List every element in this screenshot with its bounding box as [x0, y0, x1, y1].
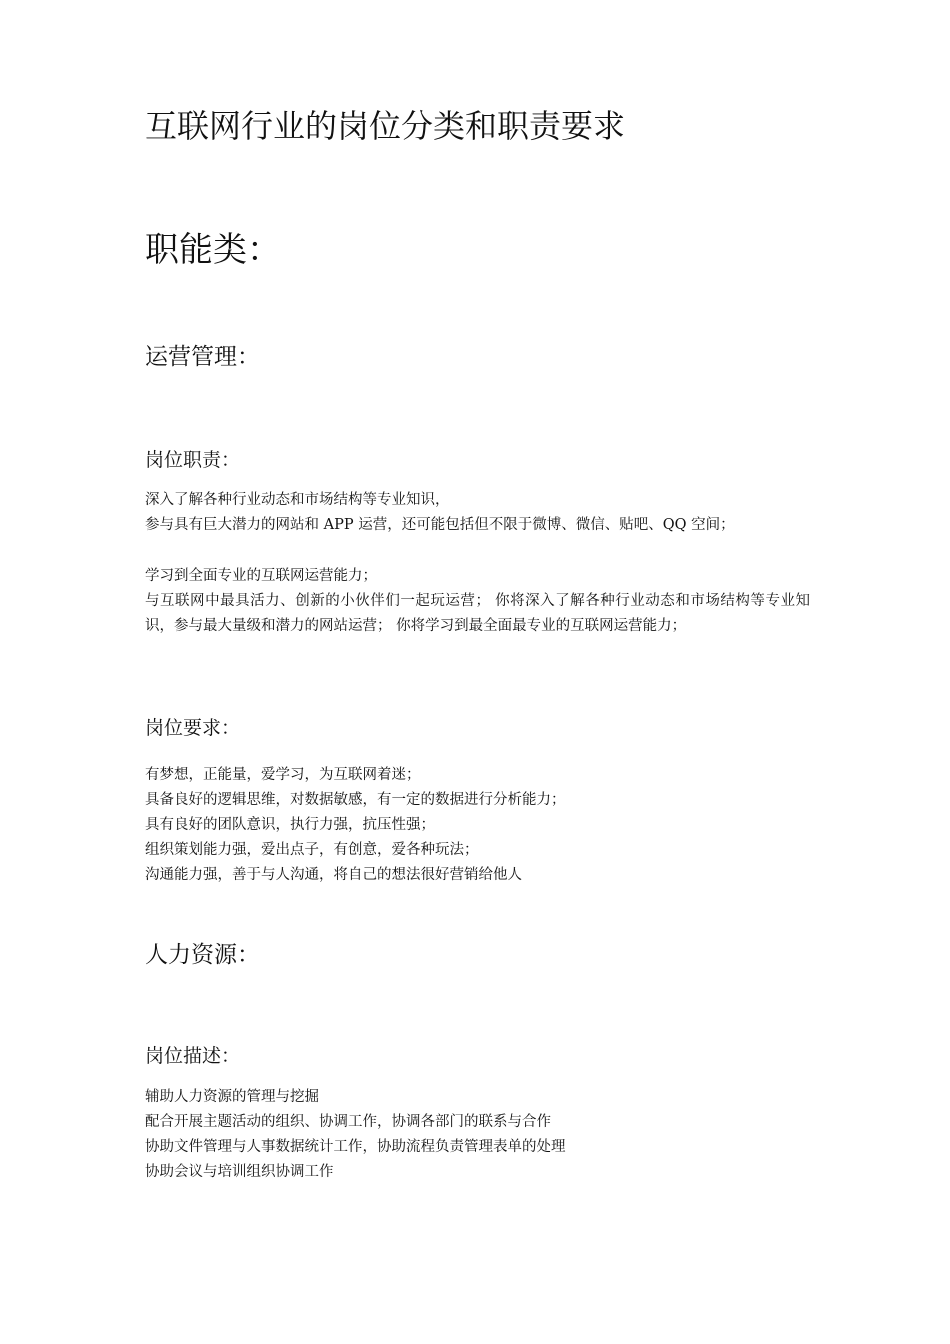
- subheading-requirements: 岗位要求：: [145, 717, 241, 739]
- category-heading-functional: 职能类：: [145, 230, 281, 270]
- list-item: 协助文件管理与人事数据统计工作，协助流程负责管理表单的处理: [145, 1139, 566, 1155]
- list-item: 沟通能力强，善于与人沟通，将自己的想法很好营销给他人: [145, 867, 522, 883]
- list-item: 参与具有巨大潜力的网站和 APP 运营，还可能包括但不限于微博、微信、贴吧、QQ 空间；: [145, 517, 735, 533]
- list-item: 具有良好的团队意识，执行力强，抗压性强；: [145, 817, 435, 833]
- subheading-description: 岗位描述：: [145, 1045, 241, 1067]
- duties-paragraph: 与互联网中最具活力、创新的小伙伴们一起玩运营； 你将深入了解各种行业动态和市场结构等专业知识，参与最大量级和潜力的网站运营； 你将学习到最全面最专业的互联网运营能力；: [145, 593, 810, 634]
- list-item: 具备良好的逻辑思维，对数据敏感，有一定的数据进行分析能力；: [145, 792, 566, 808]
- duties-line-b: 学习到全面专业的互联网运营能力；: [145, 568, 377, 584]
- list-item: 深入了解各种行业动态和市场结构等专业知识，: [145, 492, 450, 508]
- description-list: [145, 1085, 810, 1185]
- section-heading-operations: 运营管理：: [145, 344, 260, 370]
- list-item: 辅助人力资源的管理与挖掘: [145, 1089, 319, 1105]
- list-item: 组织策划能力强，爱出点子，有创意，爱各种玩法；: [145, 842, 479, 858]
- list-item: 配合开展主题活动的组织、协调工作，协调各部门的联系与合作: [145, 1114, 551, 1130]
- duties-list-a: [145, 488, 810, 538]
- document-title: 互联网行业的岗位分类和职责要求: [145, 107, 626, 145]
- requirements-list: [145, 763, 810, 888]
- subheading-duties: 岗位职责：: [145, 449, 241, 471]
- list-item: 协助会议与培训组织协调工作: [145, 1164, 334, 1180]
- section-heading-hr: 人力资源：: [145, 942, 260, 968]
- list-item: 有梦想，正能量，爱学习，为互联网着迷；: [145, 767, 421, 783]
